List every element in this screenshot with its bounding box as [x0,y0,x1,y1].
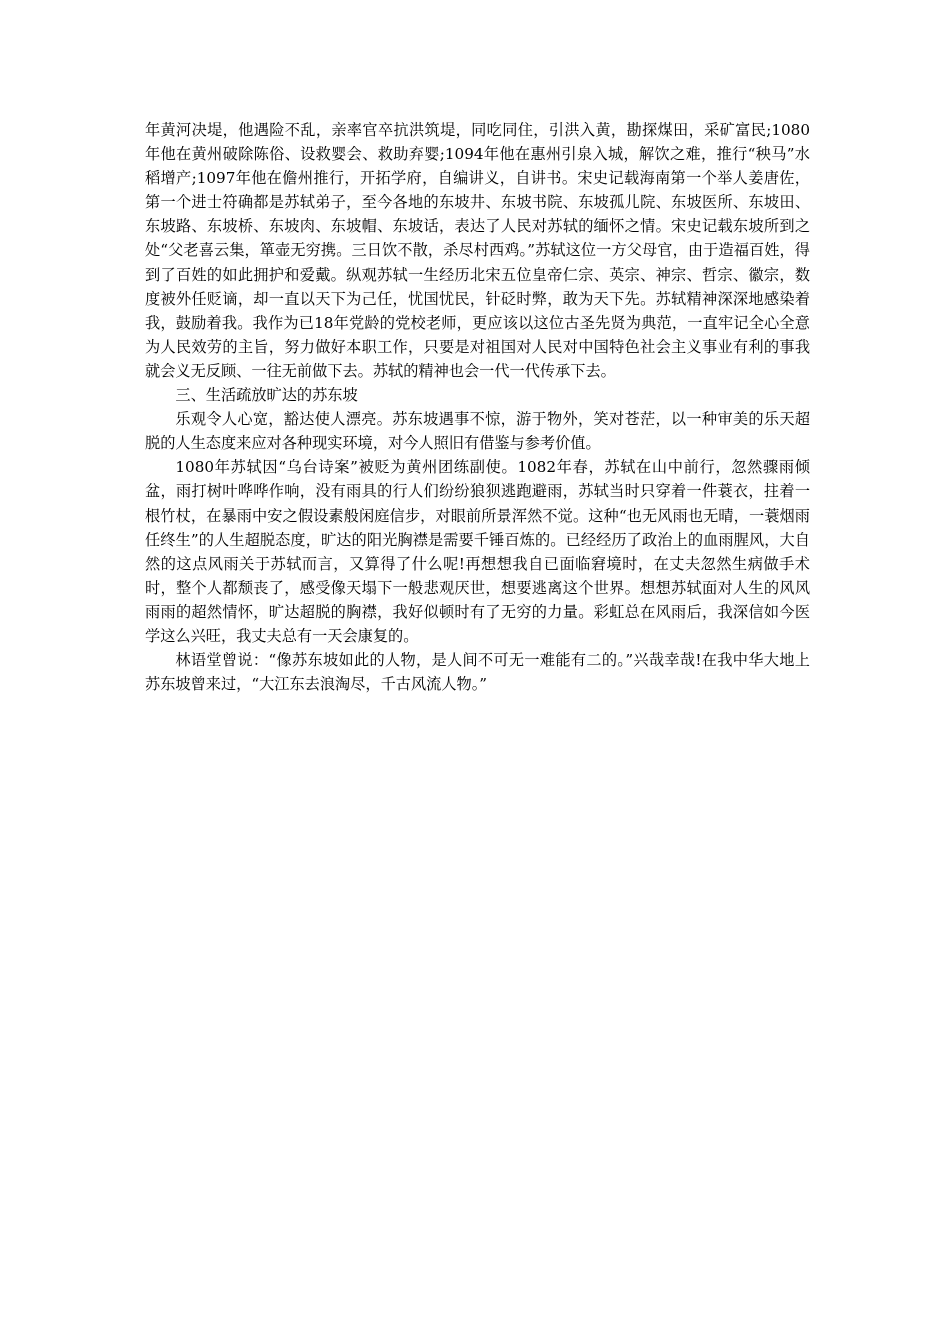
section-heading: 三、生活疏放旷达的苏东坡 [175,386,358,405]
paragraph-lin-yutang-quote: 林语堂曾说：“像苏东坡如此的人物，是人间不可无一难能有二的。”兴哉幸哉!在我中华大地上苏东坡曾来过，“大江东去浪淘尽，千古风流人物。” [145,651,810,694]
paragraph-rain-story: 1080年苏轼因“乌台诗案”被贬为黄州团练副使。1082年春，苏轼在山中前行，忽然骤雨倾盆，雨打树叶哗哗作响，没有雨具的行人们纷纷狼狈逃跑避雨，苏轼当时只穿着一件蓑衣，拄着一根竹杖，在暴雨中安之假设素般闲庭信步，对眼前所景浑然不觉。这种“也无风雨也无晴，一蓑烟雨任终生”的人生超脱态度，旷达的阳光胸襟是需要千锤百炼的。已经经历了政治上的血雨腥风，大自然的这点风雨关于苏轼而言，又算得了什么呢!再想想我自已面临窘境时，在丈夫忽然生病做手术时，整个人都颓丧了，感受像天塌下一般悲观厌世，想要逃离这个世界。想想苏轼面对人生的风风雨雨的超然情怀，旷达超脱的胸襟，我好似顿时有了无穷的力量。彩虹总在风雨后，我深信如今医学这么兴旺，我丈夫总有一天会康复的。 [145,458,810,645]
paragraph-optimism: 乐观令人心宽，豁达使人漂亮。苏东坡遇事不惊，游于物外，笑对苍茫，以一种审美的乐天超脱的人生态度来应对各种现实环境，对今人照旧有借鉴与参考价值。 [145,410,810,453]
document-page [145,118,810,696]
paragraph-continuation: 年黄河决堤，他遇险不乱，亲率官卒抗洪筑堤，同吃同住，引洪入黄，勘探煤田，采矿富民;1080年他在黄州破除陈俗、设救婴会、救助弃婴;1094年他在惠州引泉入城，解饮之难，推行“秧马”水稻增产;1097年他在儋州推行，开拓学府，自编讲义，自讲书。宋史记载海南第一个举人姜唐佐，第一个进士符确都是苏轼弟子，至今各地的东坡井、东坡书院、东坡孤儿院、东坡医所、东坡田、东坡路、东坡桥、东坡肉、东坡帽、东坡话，表达了人民对苏轼的缅怀之情。宋史记载东坡所到之处“父老喜云集，箪壶无穷携。三日饮不散，杀尽村西鸡。”苏轼这位一方父母官，由于造福百姓，得到了百姓的如此拥护和爱戴。纵观苏轼一生经历北宋五位皇帝仁宗、英宗、神宗、哲宗、徽宗，数度被外任贬谪，却一直以天下为己任，忧国忧民，针砭时弊，敢为天下先。苏轼精神深深地感染着我，鼓励着我。我作为已18年党龄的党校老师，更应该以这位古圣先贤为典范，一直牢记全心全意为人民效劳的主旨，努力做好本职工作，只要是对祖国对人民对中国特色社会主义事业有利的事我就会义无反顾、一往无前做下去。苏轼的精神也会一代一代传承下去。 [145,121,810,380]
